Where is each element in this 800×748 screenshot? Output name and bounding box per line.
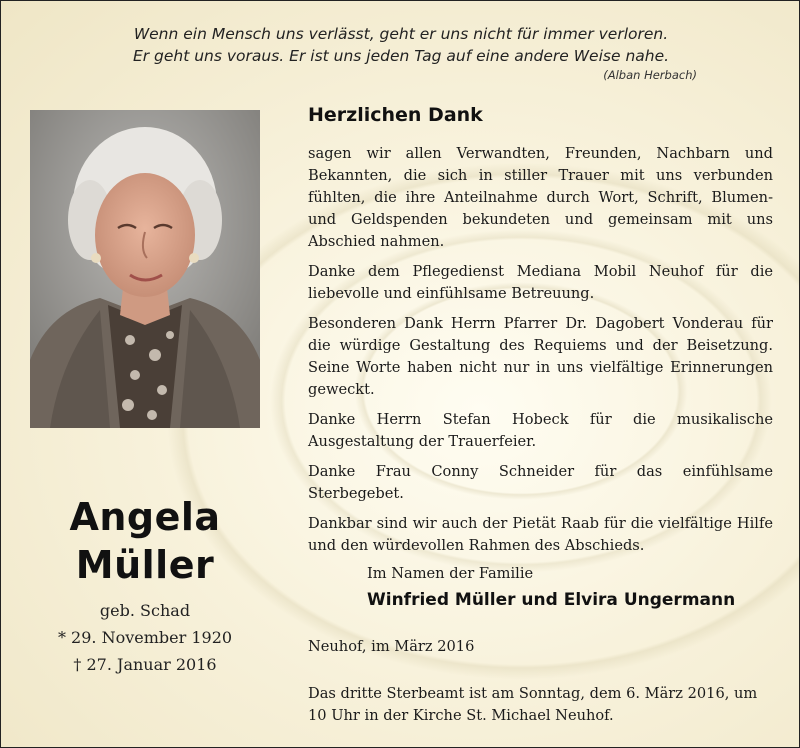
thanks-paragraph: Danke dem Pflegedienst Mediana Mobil Neuhof für die liebevolle und einfühlsame Betreuung. xyxy=(308,263,773,302)
motto-line: Er geht uns voraus. Er ist uns jeden Tag auf eine andere Weise nahe. xyxy=(132,47,670,65)
birth-name: geb. Schad xyxy=(99,601,191,620)
thanks-paragraph: sagen wir allen Verwandten, Freunden, Nachbarn und Bekannten, die sich in stiller Trauer mit uns verbunden fühlten, die ihre Anteilnahme durch Wort, Schrift, Blumen- und Geldspenden bekundeten und gemeinsam mit uns Abschied nahmen. xyxy=(308,145,773,250)
signature-intro: Im Namen der Familie xyxy=(367,565,534,582)
death-date: † 27. Januar 2016 xyxy=(73,655,217,674)
thanks-body xyxy=(308,143,773,565)
deceased-first-name: Angela xyxy=(69,495,221,539)
thanks-paragraph: Danke Frau Conny Schneider für das einfühlsame Sterbegebet. xyxy=(308,463,773,502)
thanks-heading: Herzlichen Dank xyxy=(308,104,483,126)
portrait-photo xyxy=(30,110,260,428)
memorial-service-notice: Das dritte Sterbeamt ist am Sonntag, dem 6. März 2016, um 10 Uhr in der Kirche St. Michael Neuhof. xyxy=(308,685,758,724)
deceased-info xyxy=(29,493,261,678)
deceased-last-name: Müller xyxy=(75,543,215,587)
thanks-paragraph: Besonderen Dank Herrn Pfarrer Dr. Dagobert Vonderau für die würdige Gestaltung des Requiems und der Beisetzung. Seine Worte haben nicht nur in uns vielfältige Erinnerungen geweckt. xyxy=(308,315,773,398)
signature-names: Winfried Müller und Elvira Ungermann xyxy=(367,590,736,610)
place-date: Neuhof, im März 2016 xyxy=(308,638,475,655)
thanks-paragraph: Dankbar sind wir auch der Pietät Raab für die vielfältige Hilfe und den würdevollen Rahmen des Abschieds. xyxy=(308,515,773,554)
motto-quote xyxy=(101,23,701,67)
motto-line: Wenn ein Mensch uns verlässt, geht er uns nicht für immer verloren. xyxy=(133,25,669,43)
birth-date: * 29. November 1920 xyxy=(57,628,233,647)
motto-author: (Alban Herbach) xyxy=(603,68,697,82)
thanks-paragraph: Danke Herrn Stefan Hobeck für die musikalische Ausgestaltung der Trauerfeier. xyxy=(308,411,773,450)
